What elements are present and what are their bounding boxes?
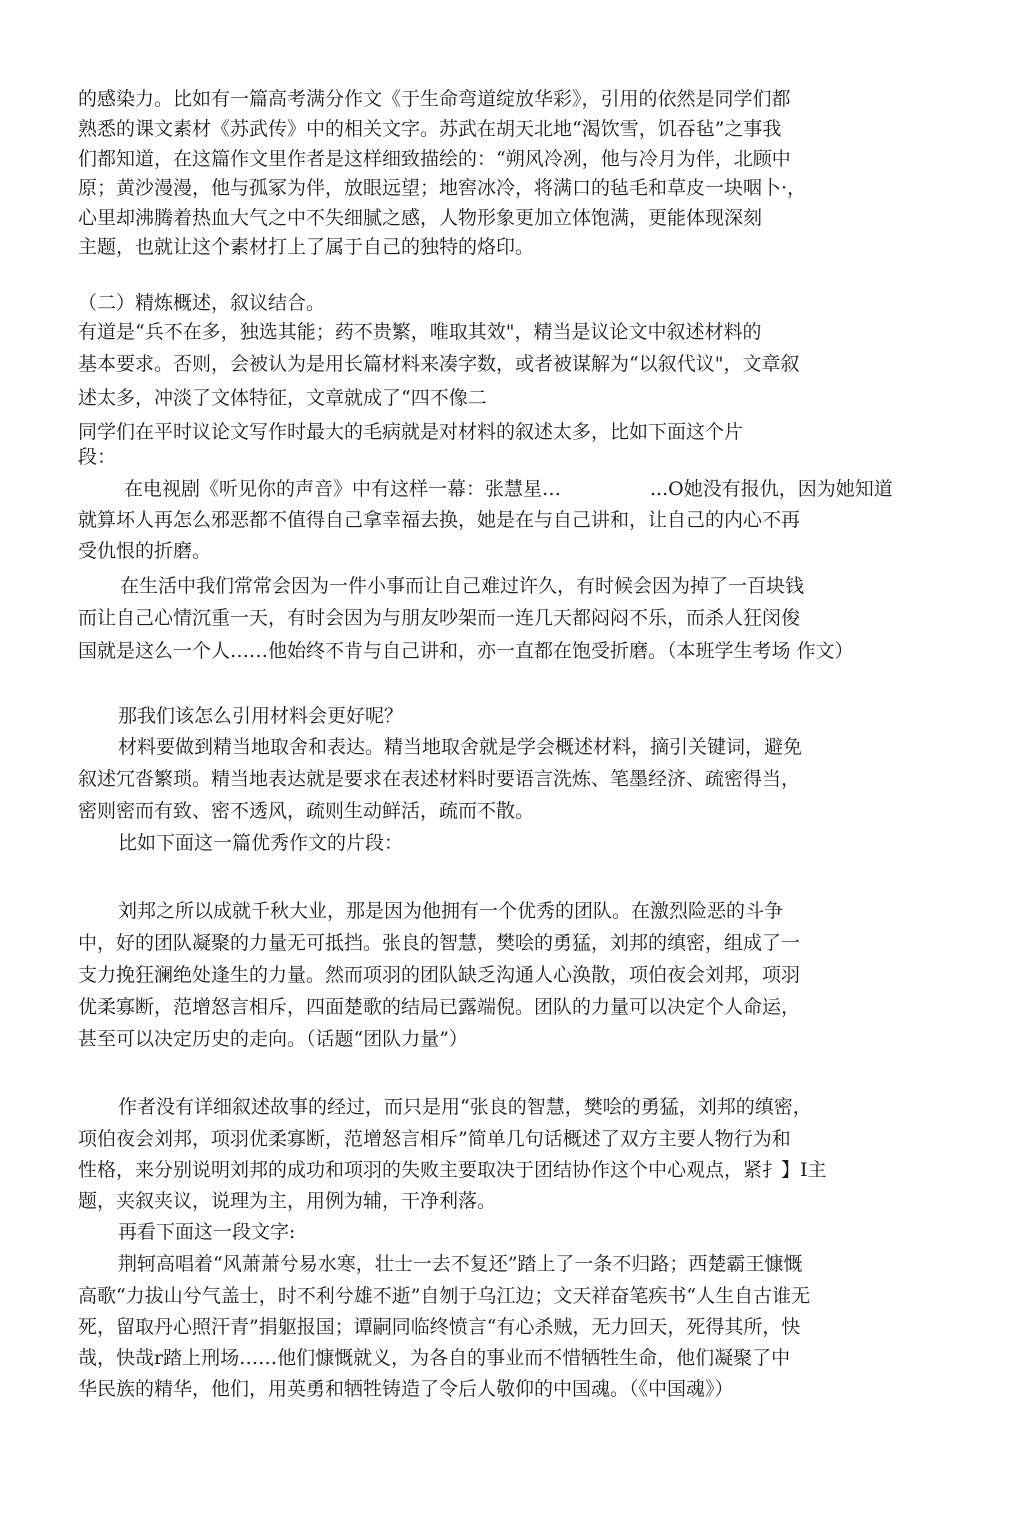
quote-line: 甚至可以决定历史的走向。（话题“团队力量”） <box>78 1028 468 1050</box>
text-line: 性格，来分别说明刘邦的成功和项羽的失败主要取决于团结协作这个中心观点，紧扌】I主 <box>78 1159 827 1181</box>
quote-line: 中，好的团队凝聚的力量无可抵挡。张良的智慧，樊哙的勇猛，刘邦的缜密，组成了一 <box>78 932 801 954</box>
text-line: 那我们该怎么引用材料会更好呢？ <box>118 705 404 727</box>
quote-line: 国就是这么一个人……他始终不肯与自己讲和，亦一直都在饱受折磨。（本班学生考场 作文） <box>78 640 854 662</box>
section-heading: （二）精炼概述，叙议结合。 <box>78 292 326 314</box>
text-line: 熟悉的课文素材《苏武传》中的相关文字。苏武在胡天北地“渴饮雪，饥吞毡”之事我 <box>78 118 782 140</box>
text-line: 作者没有详细叙述故事的经过，而只是用“张良的智慧，樊哙的勇猛，刘邦的缜密， <box>118 1096 812 1118</box>
text-line: 密则密而有致、密不透风，疏则生动鲜活，疏而不散。 <box>78 800 535 822</box>
quote-line: 华民族的精华，他们，用英勇和牺牲铸造了令后人敬仰的中国魂。（《中国魂》） <box>78 1378 734 1400</box>
quote-line: 高歌“力拔山兮气盖士，时不利兮雄不逝”自刎于乌江边；文天祥奋笔疾书“人生自古谁无 <box>78 1285 811 1307</box>
text-line: 原；黄沙漫漫，他与孤冢为伴，放眼远望；地窖冰冷，将满口的毡毛和草皮一块咽卜·， <box>78 177 807 199</box>
text-line: 心里却沸腾着热血大气之中不失细腻之感，人物形象更加立体饱满，更能体现深刻 <box>78 207 763 229</box>
text-line: 叙述冗沓繁琐。精当地表达就是要求在表述材料时要语言洗炼、笔墨经济、疏密得当， <box>78 768 801 790</box>
text-line: 述太多，冲淡了文体特征，文章就成了“四不像二 <box>78 387 487 409</box>
text-line: 再看下面这一段文字: <box>118 1221 296 1243</box>
quote-line: 优柔寡断，范增怒言相斥，四面楚歌的结局已露端倪。团队的力量可以决定个人命运， <box>78 996 801 1018</box>
quote-line: 刘邦之所以成就千秋大业，那是因为他拥有一个优秀的团队。在激烈险恶的斗争 <box>118 900 784 922</box>
quote-line: 而让自己心情沉重一天，有时会因为与朋友吵架而一连几天都闷闷不乐，而杀人狂闵俊 <box>78 607 801 629</box>
text-line: 比如下面这一篇优秀作文的片段： <box>118 832 404 854</box>
text-line: 段： <box>78 446 117 468</box>
text-line: 们都知道，在这篇作文里作者是这样细致描绘的：“朔风冷冽，他与冷月为伴，北顾中 <box>78 148 791 170</box>
quote-line: 受仇恨的折磨。 <box>78 540 212 562</box>
text-line: 同学们在平时议论文写作时最大的毛病就是对材料的叙述太多，比如下面这个片 <box>78 421 744 443</box>
text-line: 有道是“兵不在多，独选其能；药不贵繁，唯取其效"，精当是议论文中叙述材料的 <box>78 321 762 343</box>
quote-line: 哉，快哉r踏上刑场……他们慷慨就义，为各自的事业而不惜牺牲生命，他们凝聚了中 <box>78 1347 791 1369</box>
quote-line: 在生活中我们常常会因为一件小事而让自己难过许久，有时候会因为掉了一百块钱 <box>120 575 805 597</box>
quote-line: 支力挽狂澜绝处逢生的力量。然而项羽的团队缺乏沟通人心涣散，项伯夜会刘邦，项羽 <box>78 964 801 986</box>
quote-line: 就算坏人再怎么邪恶都不值得自己拿幸福去换，她是在与自己讲和，让自己的内心不再 <box>78 509 801 531</box>
text-line: 材料要做到精当地取舍和表达。精当地取舍就是学会概述材料，摘引关键词，避免 <box>118 736 803 758</box>
text-line: 基本要求。否则，会被认为是用长篇材料来凑字数，或者被谋解为“以叙代议"，文章叙 <box>78 353 800 375</box>
quote-line: ...O她没有报仇，因为她知道 <box>650 478 893 500</box>
text-line: 的感染力。比如有一篇高考满分作文《于生命弯道绽放华彩》，引用的依然是同学们都 <box>78 88 791 110</box>
quote-line: 死，留取丹心照汗青”捐躯报国；谭嗣同临终愤言“有心杀贼，无力回天，死得其所，快 <box>78 1316 801 1338</box>
text-line: 题，夹叙夹议，说理为主，用例为辅，干净利落。 <box>78 1190 497 1212</box>
text-line: 主题，也就让这个素材打上了属于自己的独特的烙印。 <box>78 236 535 258</box>
quote-line: 荆轲高唱着“风萧萧兮易水寒，壮士一去不复还”踏上了一条不归路；西楚霸王慷慨 <box>118 1253 803 1275</box>
quote-line: 在电视剧《听见你的声音》中有这样一幕：张慧星… <box>124 478 562 500</box>
text-line: 项伯夜会刘邦，项羽优柔寡断，范增怒言相斥”简单几句话概述了双方主要人物行为和 <box>78 1128 791 1150</box>
